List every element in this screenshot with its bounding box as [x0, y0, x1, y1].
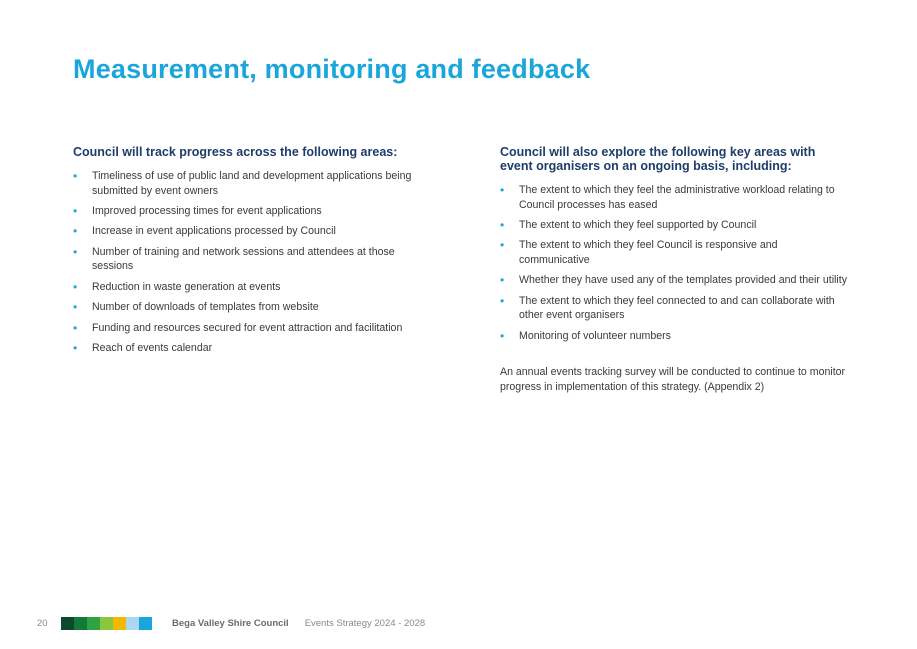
page-title: Measurement, monitoring and feedback: [73, 54, 591, 84]
list-item: • Number of downloads of templates from website: [73, 300, 433, 315]
color-swatch: [74, 617, 87, 630]
list-item: • Whether they have used any of the templates provided and their utility: [500, 273, 850, 288]
tracking-areas-heading: Council will track progress across the following areas:: [73, 145, 398, 159]
organiser-feedback-heading: Council will also explore the following key areas with event organisers on an ongoing basis, including:: [500, 145, 816, 173]
organisation-name: Bega Valley Shire Council: [172, 618, 289, 629]
list-item: • The extent to which they feel Council is responsive and communicative: [500, 238, 850, 267]
list-item: • Funding and resources secured for event attraction and facilitation: [73, 321, 433, 336]
list-item: • The extent to which they feel supported by Council: [500, 218, 850, 233]
color-swatch: [100, 617, 113, 630]
list-item: • Reduction in waste generation at events: [73, 280, 433, 295]
color-swatch: [87, 617, 100, 630]
brand-color-bar: [61, 617, 152, 630]
organiser-feedback-list: [500, 183, 850, 343]
list-item: • The extent to which they feel the administrative workload relating to Council processes has eased: [500, 183, 850, 212]
page-footer: [37, 617, 425, 630]
list-item: • Improved processing times for event applications: [73, 204, 433, 219]
page-number: 20: [37, 618, 48, 629]
list-item: • Timeliness of use of public land and development applications being submitted by event owners: [73, 169, 433, 198]
color-swatch: [113, 617, 126, 630]
color-swatch: [139, 617, 152, 630]
tracking-areas-section: [73, 145, 433, 361]
list-item: • Number of training and network sessions and attendees at those sessions: [73, 245, 433, 274]
organiser-feedback-section: [500, 145, 850, 395]
list-item: • Increase in event applications processed by Council: [73, 224, 433, 239]
list-item: • Monitoring of volunteer numbers: [500, 329, 850, 344]
tracking-areas-list: [73, 169, 433, 356]
survey-note: An annual events tracking survey will be conducted to continue to monitor progress in implementation of this strategy. (Appendix 2): [500, 366, 846, 393]
document-title: Events Strategy 2024 - 2028: [304, 618, 426, 629]
color-swatch: [126, 617, 139, 630]
color-swatch: [61, 617, 74, 630]
list-item: • The extent to which they feel connected to and can collaborate with other event organisers: [500, 294, 850, 323]
list-item: • Reach of events calendar: [73, 341, 433, 356]
